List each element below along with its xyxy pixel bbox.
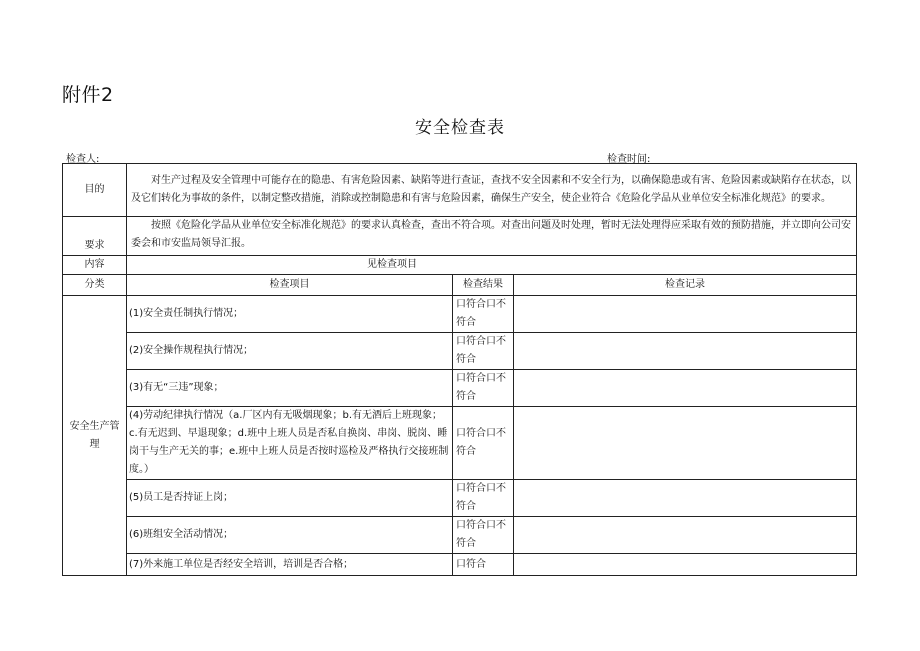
requirement-row [63,217,857,256]
inspector-label: 检查人: [66,154,100,165]
check-record[interactable] [514,333,857,370]
table-row [63,370,857,407]
column-header-result: 检查结果 [453,275,514,296]
content-value: 见检查项目 [127,256,857,275]
table-row [63,517,857,554]
column-header-category: 分类 [63,275,127,296]
table-row [63,296,857,333]
inspection-time-label: 检查时间: [607,154,651,165]
requirement-text: 按照《危险化学品从业单位安全标准化规范》的要求认真检查，查出不符合项。对查出问题及时处理，暂时无法处理得应采取有效的预防措施，并立即向公司安委会和市安监局领导汇报。 [127,217,857,256]
check-item: (6)班组安全活动情况； [127,517,453,554]
category-cell: 安全生产管理 [63,296,127,576]
column-header-row [63,275,857,296]
check-result[interactable]: 口符合口不符合 [453,407,514,480]
column-header-item: 检查项目 [127,275,453,296]
attachment-label: 附件2 [62,84,114,106]
content-row [63,256,857,275]
purpose-label: 目的 [63,164,127,217]
check-result[interactable]: 口符合口不符合 [453,370,514,407]
check-record[interactable] [514,480,857,517]
check-item: (3)有无“三违”现象； [127,370,453,407]
check-result[interactable]: 口符合口不符合 [453,333,514,370]
column-header-record: 检查记录 [514,275,857,296]
check-item: (2)安全操作规程执行情况； [127,333,453,370]
safety-checklist-table [62,163,857,576]
check-item: (5)员工是否持证上岗； [127,480,453,517]
table-row [63,333,857,370]
check-item: (1)安全责任制执行情况； [127,296,453,333]
check-result[interactable]: 口符合口不符合 [453,480,514,517]
check-result[interactable]: 口符合 [453,554,514,576]
check-record[interactable] [514,407,857,480]
table-row [63,480,857,517]
table-row [63,554,857,576]
check-record[interactable] [514,296,857,333]
check-record[interactable] [514,370,857,407]
check-result[interactable]: 口符合口不符合 [453,517,514,554]
check-record[interactable] [514,554,857,576]
purpose-row [63,164,857,217]
purpose-text: 对生产过程及安全管理中可能存在的隐患、有害危险因素、缺陷等进行查证，查找不安全因素和不安全行为，以确保隐患或有害、危险因素或缺陷存在状态，以及它们转化为事故的条件，以制定整改措施，消除或控制隐患和有害与危险因素，确保生产安全，使企业符合《危险化学品从业单位安全标准化规范》的要求。 [127,164,857,217]
requirement-label: 要求 [63,217,127,256]
check-item: (7)外来施工单位是否经安全培训，培训是否合格； [127,554,453,576]
content-label: 内容 [63,256,127,275]
check-result[interactable]: 口符合口不符合 [453,296,514,333]
form-title: 安全检查表 [415,118,505,138]
check-record[interactable] [514,517,857,554]
table-row [63,407,857,480]
check-item: (4)劳动纪律执行情况（a.厂区内有无吸烟现象；b.有无酒后上班现象；c.有无迟到、早退现象；d.班中上班人员是否私自换岗、串岗、脱岗、睡岗干与生产无关的事；e.班中上班人员是否按时巡检及严格执行交接班制度。） [127,407,453,480]
